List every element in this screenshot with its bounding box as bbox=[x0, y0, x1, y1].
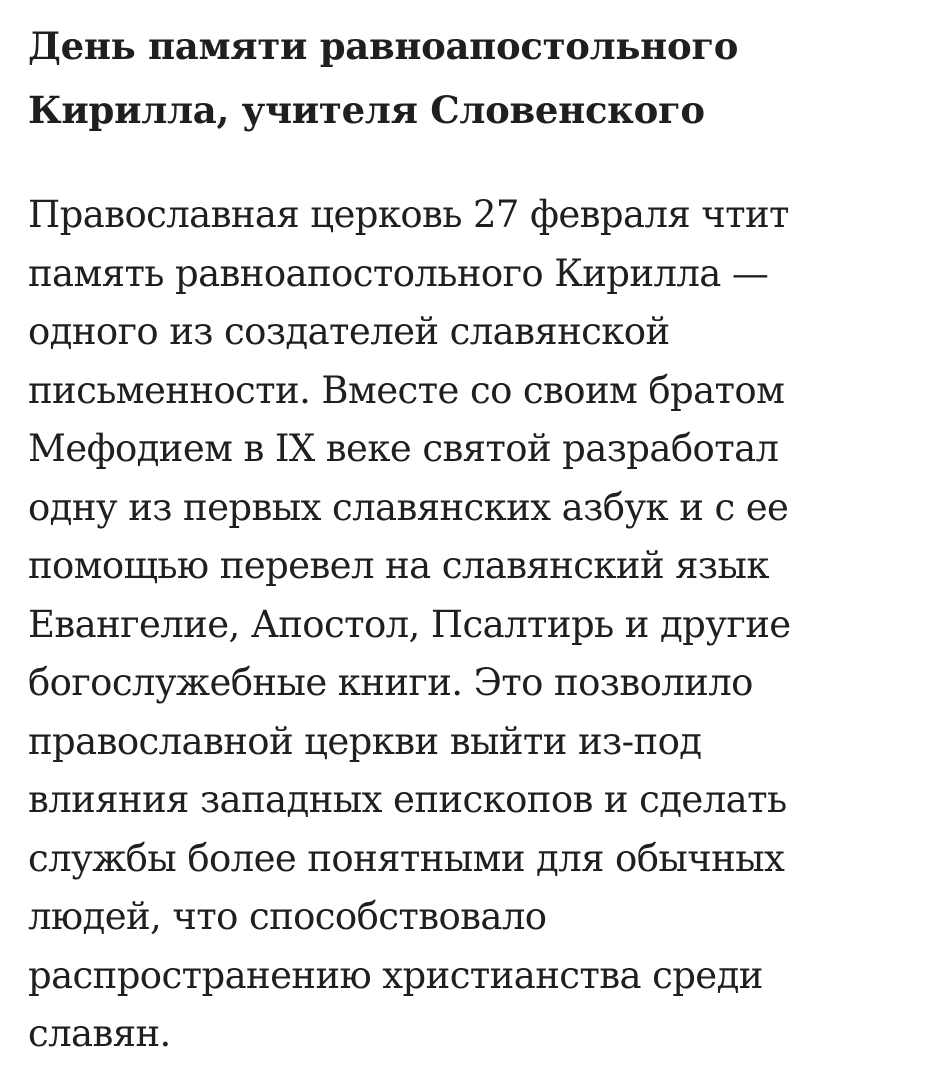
article-body-line: распространению христианства среди bbox=[28, 953, 763, 997]
article-body-line: богослужебные книги. Это позволило bbox=[28, 661, 753, 704]
article-body-line: одну из первых славянских азбук и с ее bbox=[28, 485, 789, 529]
article-title-line: Кирилла, учителя Словенского bbox=[28, 88, 705, 132]
article-body-line: помощью перевел на славянский язык bbox=[28, 544, 769, 587]
article-body-line: одного из создателей славянской bbox=[28, 310, 670, 353]
article-body-line: Православная церковь 27 февраля чтит bbox=[28, 193, 789, 236]
article-body-line: Мефодием в IX веке святой разработал bbox=[28, 427, 779, 470]
article bbox=[28, 0, 908, 1064]
article-body-line: Евангелие, Апостол, Псалтирь и другие bbox=[28, 602, 791, 646]
article-body-line: влияния западных епископов и сделать bbox=[28, 778, 787, 821]
article-body-line: православной церкви выйти из-под bbox=[28, 719, 702, 763]
article-title bbox=[28, 14, 908, 142]
article-body-line: письменности. Вместе со своим братом bbox=[28, 368, 785, 412]
article-title-line: День памяти равноапостольного bbox=[28, 24, 739, 68]
article-body-line: людей, что способствовало bbox=[28, 895, 547, 938]
article-body bbox=[28, 186, 908, 1064]
article-body-line: службы более понятными для обычных bbox=[28, 836, 785, 880]
article-body-line: память равноапостольного Кирилла — bbox=[28, 251, 769, 295]
article-body-line: славян. bbox=[28, 1012, 171, 1055]
